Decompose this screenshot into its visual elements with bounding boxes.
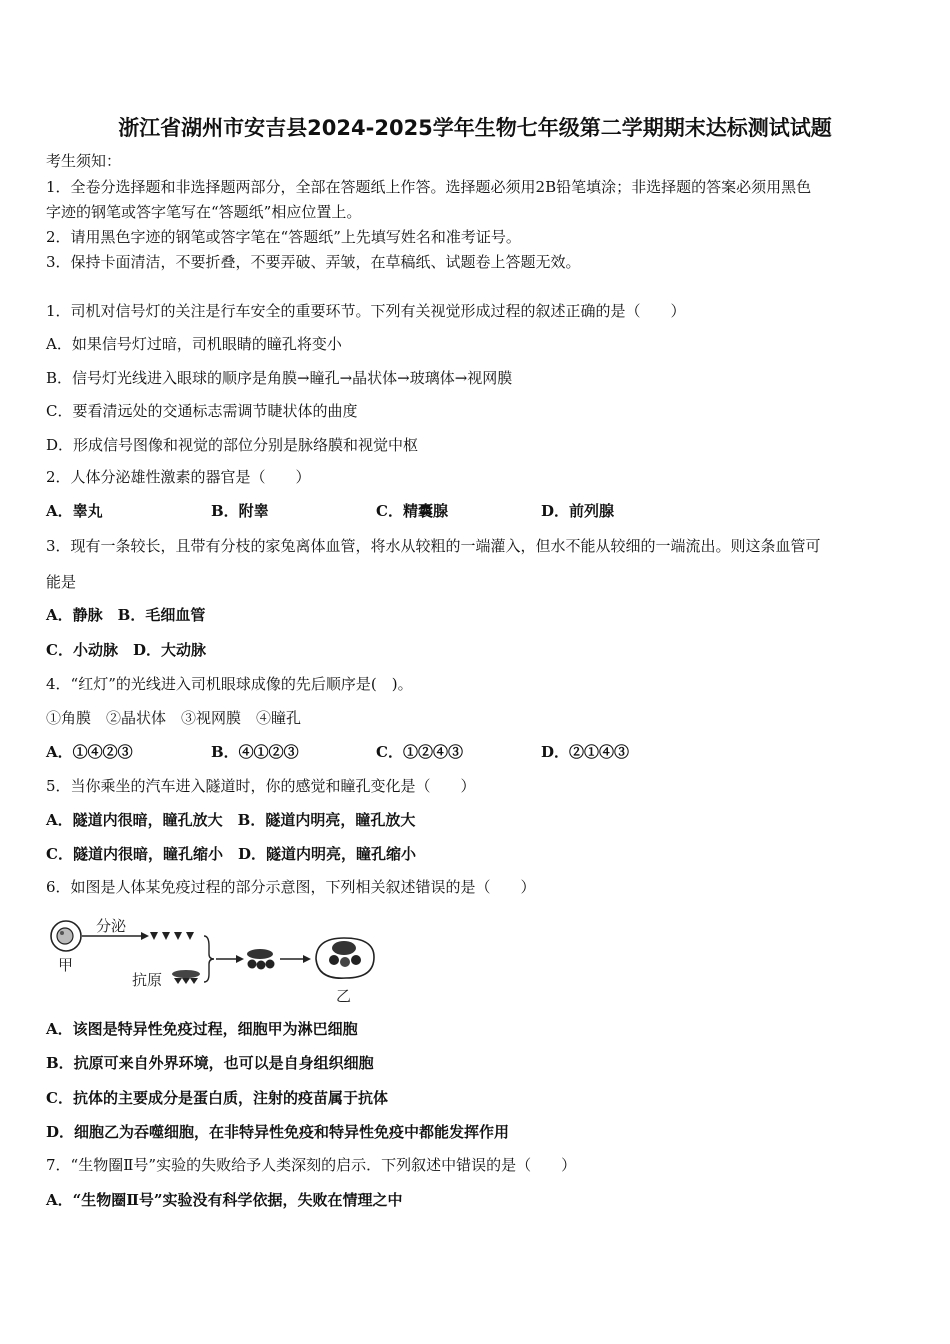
notice-item-3: 3．保持卡面清洁，不要折叠，不要弄破、弄皱，在草稿纸、试题卷上答题无效。: [46, 253, 581, 271]
question-4-option-d: D．②①④③: [541, 743, 630, 761]
cell-a-label: 甲: [58, 956, 74, 974]
question-6-option-c: C．抗体的主要成分是蛋白质，注射的疫苗属于抗体: [46, 1089, 388, 1107]
question-1-option-b: B．信号灯光线进入眼球的顺序是角膜→瞳孔→晶状体→玻璃体→视网膜: [46, 369, 513, 387]
question-4-option-a: A．①④②③: [46, 743, 133, 761]
question-2-option-d: D．前列腺: [541, 502, 615, 520]
notice-item-2: 2．请用黑色字迹的钢笔或答字笔在“答题纸”上先填写姓名和准考证号。: [46, 228, 521, 246]
question-7-stem: 7．“生物圈Ⅱ号”实验的失败给予人类深刻的启示．下列叙述中错误的是（ ）: [46, 1156, 577, 1174]
immune-process-figure: [46, 912, 380, 1004]
notice-item-1-line-1: 1．全卷分选择题和非选择题两部分，全部在答题纸上作答。选择题必须用2B铅笔填涂；非选择题的答案必须用黑色: [46, 178, 812, 196]
question-2-option-b: B．附睾: [211, 502, 269, 520]
question-1-option-a: A．如果信号灯过暗，司机眼睛的瞳孔将变小: [46, 335, 342, 353]
question-6-stem: 6．如图是人体某免疫过程的部分示意图，下列相关叙述错误的是（ ）: [46, 878, 536, 896]
question-2-option-a: A．睾丸: [46, 502, 103, 520]
merge-brace: [204, 936, 214, 982]
question-6-option-d: D．细胞乙为吞噬细胞，在非特异性免疫和特异性免疫中都能发挥作用: [46, 1123, 510, 1141]
question-4-option-b: B．④①②③: [211, 743, 299, 761]
secrete-label: 分泌: [96, 917, 127, 935]
question-1-option-d: D．形成信号图像和视觉的部位分别是脉络膜和视觉中枢: [46, 436, 419, 454]
secrete-arrow-head: [141, 932, 149, 940]
immune-diagram: [46, 912, 380, 1004]
cell-a-icon: [51, 921, 81, 951]
question-2-stem: 2．人体分泌雄性激素的器官是（ ）: [46, 468, 311, 486]
question-3-options-row-2: C．小动脉 D．大动脉: [46, 641, 206, 659]
notice-heading: 考生须知：: [46, 152, 122, 170]
antigen-icon: [172, 970, 200, 984]
notice-item-1-line-2: 字迹的钢笔或答字笔写在“答题纸”相应位置上。: [46, 203, 362, 221]
question-3-stem-line-1: 3．现有一条较长，且带有分枝的家兔离体血管，将水从较粗的一端灌入，但水不能从较细的一端流出。则这条血管可: [46, 537, 821, 555]
antibody-icons: [150, 932, 194, 940]
question-1-stem: 1．司机对信号灯的关注是行车安全的重要环节。下列有关视觉形成过程的叙述正确的是（ ）: [46, 302, 686, 320]
question-4-options: [46, 742, 746, 762]
antigen-label: 抗原: [132, 971, 163, 989]
cell-b-icon: [316, 938, 374, 978]
question-2-options: [46, 501, 746, 521]
question-2-option-c: C．精囊腺: [376, 502, 448, 520]
question-5-options-row-2: C．隧道内很暗，瞳孔缩小 D．隧道内明亮，瞳孔缩小: [46, 845, 416, 863]
question-6-option-b: B．抗原可来自外界环境，也可以是自身组织细胞: [46, 1054, 374, 1072]
question-4-option-c: C．①②④③: [376, 743, 463, 761]
arrow-1-head: [236, 955, 244, 963]
question-5-options-row-1: A．隧道内很暗，瞳孔放大 B．隧道内明亮，瞳孔放大: [46, 811, 416, 829]
question-1-option-c: C．要看清远处的交通标志需调节睫状体的曲度: [46, 402, 358, 420]
cell-b-label: 乙: [336, 987, 352, 1004]
question-3-stem-line-2: 能是: [46, 573, 77, 591]
question-4-stem: 4．“红灯”的光线进入司机眼球成像的先后顺序是( )。: [46, 675, 413, 693]
question-6-option-a: A．该图是特异性免疫过程，细胞甲为淋巴细胞: [46, 1020, 358, 1038]
question-4-items: ①角膜 ②晶状体 ③视网膜 ④瞳孔: [46, 709, 302, 727]
page-title: 浙江省湖州市安吉县2024-2025学年生物七年级第二学期期末达标测试试题: [118, 116, 832, 140]
arrow-2-head: [303, 955, 311, 963]
question-3-options-row-1: A．静脉 B．毛细血管: [46, 606, 206, 624]
question-5-stem: 5．当你乘坐的汽车进入隧道时，你的感觉和瞳孔变化是（ ）: [46, 777, 476, 795]
question-7-option-a: A．“生物圈Ⅱ号”实验没有科学依据，失败在情理之中: [46, 1191, 403, 1209]
antigen-antibody-complex-icon: [247, 949, 275, 970]
